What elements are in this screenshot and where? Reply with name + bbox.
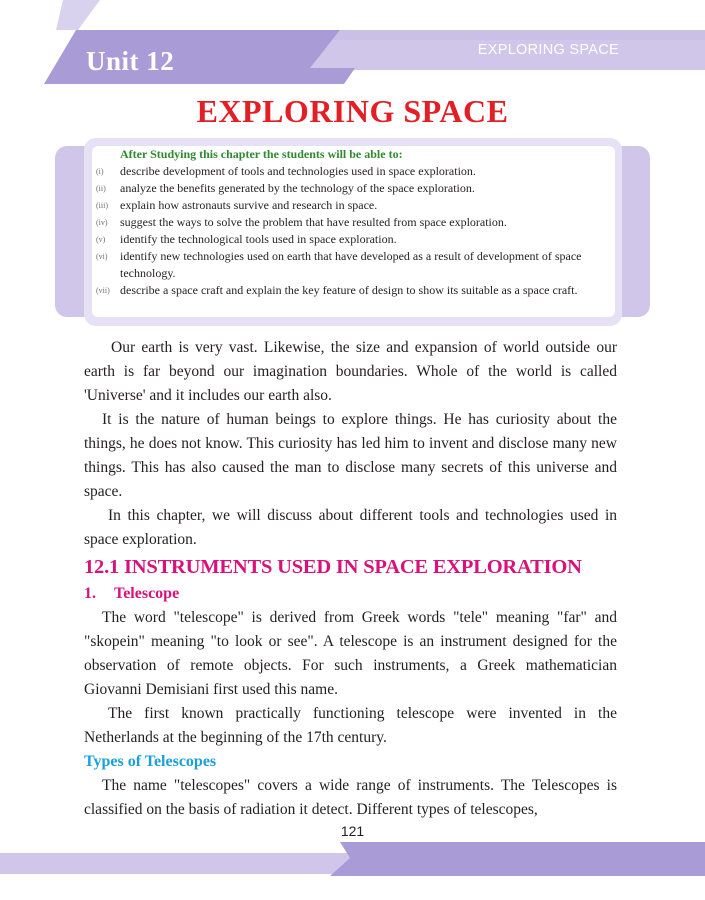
objective-number: (iii) — [96, 201, 108, 211]
subsection-heading — [84, 582, 617, 606]
objective-item — [96, 197, 606, 214]
objective-text: identify the technological tools used in space exploration. — [120, 232, 397, 247]
subsection-title: Telescope — [114, 585, 180, 602]
footer-band-dark — [330, 842, 705, 876]
footer-band-light — [0, 853, 390, 874]
unit-label: Unit 12 — [86, 46, 175, 76]
paragraph-telescope-origin: The word "telescope" is derived from Greek words "tele" meaning "far" and "skopein" meaning "to look or see". A telescope is an instrument designed for the observation of remote objects. For such instruments, a Greek mathematician Giovanni Demisiani first used this name. — [84, 609, 617, 698]
types-heading: Types of Telescopes — [84, 753, 217, 770]
objective-number: (vii) — [96, 286, 110, 296]
paragraph-first-telescope: The first known practically functioning telescope were invented in the Netherlands at the beginning of the 17th century. — [84, 705, 617, 746]
objective-text: identify new technologies used on earth that have developed as a result of development of space technology. — [120, 249, 582, 281]
paragraph-intro: Our earth is very vast. Likewise, the size and expansion of world outside our earth is far beyond our imagination boundaries. Whole of the world is called 'Universe' and it includes our earth also. — [84, 339, 617, 404]
paragraph-chapter-scope: In this chapter, we will discuss about different tools and technologies used in space exploration. — [84, 507, 617, 548]
chapter-title: EXPLORING SPACE — [196, 93, 509, 129]
objective-number: (vi) — [96, 252, 108, 262]
objectives-list — [96, 163, 606, 299]
section-heading: 12.1 INSTRUMENTS USED IN SPACE EXPLORATION — [84, 556, 582, 578]
objective-item — [96, 282, 606, 299]
paragraph-telescope-types: The name "telescopes" covers a wide range of instruments. The Telescopes is classified on the basis of radiation it detect. Different types of telescopes, — [84, 777, 617, 818]
objective-text: explain how astronauts survive and research in space. — [120, 198, 378, 213]
header-right-shade — [333, 30, 705, 40]
objective-text: describe a space craft and explain the key feature of design to show its suitable as a space craft. — [120, 283, 578, 298]
objective-text: suggest the ways to solve the problem that have resulted from space exploration. — [120, 215, 507, 230]
objective-number: (iv) — [96, 218, 108, 228]
objectives-heading: After Studying this chapter the students will be able to: — [120, 147, 403, 161]
objective-number: (i) — [96, 167, 104, 176]
objective-number: (ii) — [96, 184, 106, 194]
objective-item — [96, 214, 606, 231]
objective-text: analyze the benefits generated by the technology of the space exploration. — [120, 181, 475, 196]
body-text — [84, 336, 617, 822]
header-fold-tab — [56, 0, 100, 30]
objective-item — [96, 231, 606, 248]
objective-item — [96, 180, 606, 197]
objective-item — [96, 163, 606, 180]
running-title: EXPLORING SPACE — [477, 42, 619, 58]
page-number: 121 — [340, 823, 365, 839]
objective-item — [96, 248, 606, 282]
objective-number: (v) — [96, 235, 106, 245]
objective-text: describe development of tools and technologies used in space exploration. — [120, 164, 476, 178]
subsection-number: 1. — [84, 585, 96, 602]
paragraph-curiosity: It is the nature of human beings to explore things. He has curiosity about the things, he does not know. This curiosity has led him to invent and disclose many new things. This has also caused the man to disclose many secrets of this universe and space. — [84, 411, 617, 500]
